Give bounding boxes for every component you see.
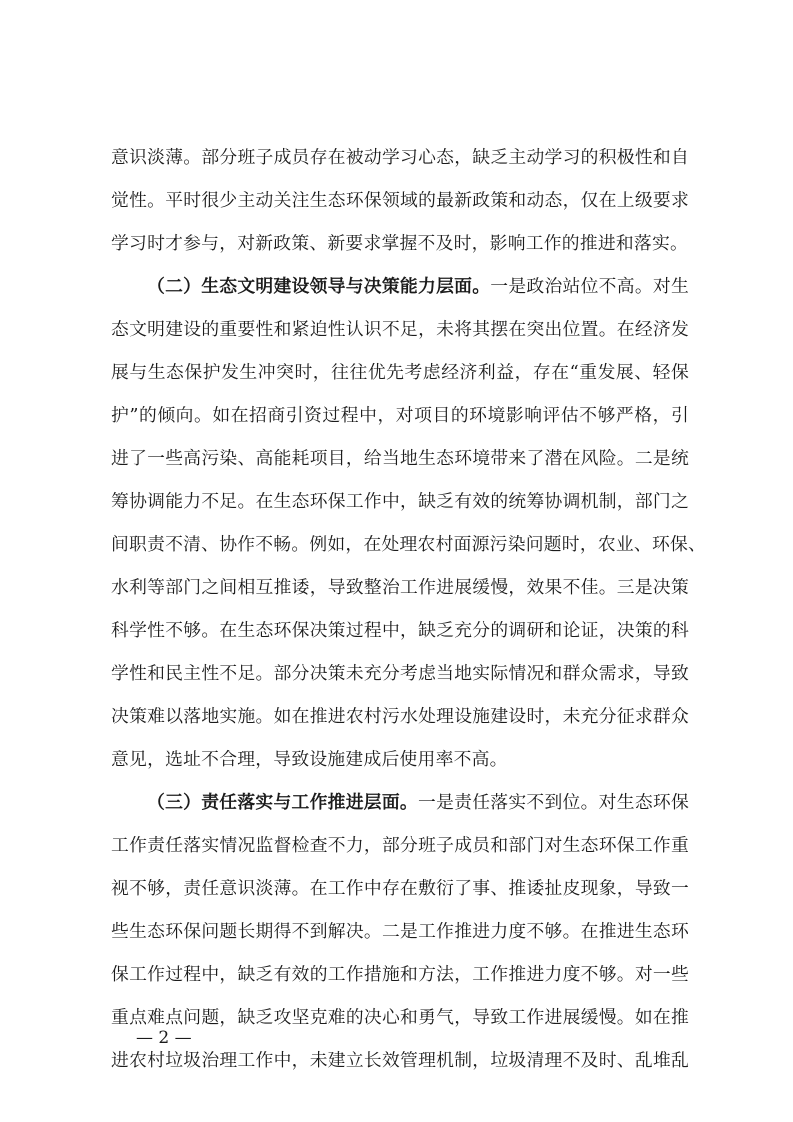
text-line: 学性和民主性不足。部分决策未充分考虑当地实际情况和群众需求，导致	[111, 663, 689, 684]
text-line: 决策难以落地实施。如在推进农村污水处理设施建设时，未充分征求群众	[111, 706, 689, 727]
text-line: 筹协调能力不足。在生态环保工作中，缺乏有效的统筹协调机制，部门之	[111, 491, 689, 512]
text-line: 工作责任落实情况监督检查不力，部分班子成员和部门对生态环保工作重	[111, 835, 689, 856]
text-line: 间职责不清、协作不畅。例如，在处理农村面源污染问题时，农业、环保、	[111, 534, 707, 555]
text-line: 展与生态保护发生冲突时，往往优先考虑经济利益，存在“重发展、轻保	[111, 362, 689, 383]
text-line: 重点难点问题，缺乏攻坚克难的决心和勇气，导致工作进展缓慢。如在推	[111, 1007, 689, 1028]
section-heading-2: （二）生态文明建设领导与决策能力层面。	[147, 276, 491, 297]
text-line: 觉性。平时很少主动关注生态环保领域的最新政策和动态，仅在上级要求	[111, 190, 689, 211]
text-line: 水利等部门之间相互推诿，导致整治工作进展缓慢，效果不佳。三是决策	[111, 577, 689, 598]
paragraph-first-line	[147, 272, 689, 302]
text-line: 学习时才参与，对新政策、新要求掌握不及时，影响工作的推进和落实。	[111, 233, 689, 254]
text-line: 保工作过程中，缺乏有效的工作措施和方法，工作推进力度不够。对一些	[111, 964, 689, 985]
text-line: 意见，选址不合理，导致设施建成后使用率不高。	[111, 749, 508, 770]
text-line: 进了一些高污染、高能耗项目，给当地生态环境带来了潜在风险。二是统	[111, 448, 689, 469]
text-line: 护”的倾向。如在招商引资过程中，对项目的环境影响评估不够严格，引	[111, 405, 689, 426]
section-heading-3: （三）责任落实与工作推进层面。	[147, 792, 419, 813]
text-run: 一是责任落实不到位。对生态环保	[418, 792, 689, 813]
text-line: 些生态环保问题长期得不到解决。二是工作推进力度不够。在推进生态环	[111, 921, 689, 942]
paragraph-first-line	[147, 788, 689, 818]
text-line: 科学性不够。在生态环保决策过程中，缺乏充分的调研和论证，决策的科	[111, 620, 689, 641]
text-line: 视不够，责任意识淡薄。在工作中存在敷衍了事、推诿扯皮现象，导致一	[111, 878, 689, 899]
text-line: 进农村垃圾治理工作中，未建立长效管理机制，垃圾清理不及时、乱堆乱	[111, 1050, 689, 1071]
text-run: 一是政治站位不高。对生	[490, 276, 689, 297]
page-number: — 2 —	[136, 1028, 192, 1048]
text-line: 态文明建设的重要性和紧迫性认识不足，未将其摆在突出位置。在经济发	[111, 319, 689, 340]
text-line: 意识淡薄。部分班子成员存在被动学习心态，缺乏主动学习的积极性和自	[111, 147, 689, 168]
